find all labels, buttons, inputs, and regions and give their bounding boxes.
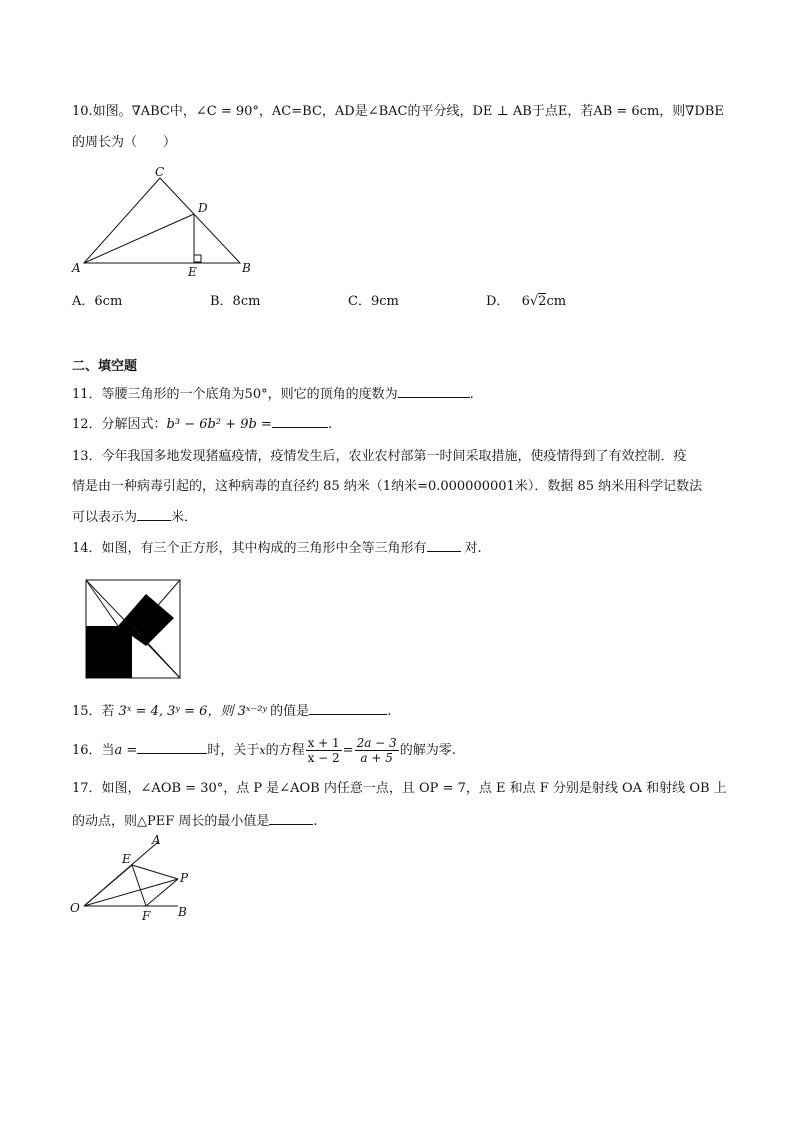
q15-line — [72, 702, 391, 721]
q12-end: . — [327, 417, 332, 432]
q10-label-C: C — [155, 165, 165, 179]
q11-text: 11．等腰三角形的一个底角为50°，则它的顶角的度数为 — [72, 387, 398, 402]
q13-line3 — [72, 508, 197, 527]
q17-label-F: F — [142, 909, 151, 922]
q15-prefix: 15．若 — [72, 704, 115, 719]
q16-fraction-left — [306, 736, 342, 765]
q10-option-d — [486, 290, 566, 309]
q14-answer-blank[interactable] — [427, 539, 461, 552]
q13-line3-suffix: 米． — [171, 510, 198, 525]
q16-var-a: a = — [114, 743, 138, 758]
q16-frac2-num: 2a − 3 — [356, 736, 397, 750]
q10-label-E: E — [188, 265, 197, 279]
q13-answer-blank[interactable] — [137, 508, 171, 521]
q17-angle-figure — [64, 832, 204, 922]
q14-line — [72, 539, 482, 558]
q13-line3-prefix: 可以表示为 — [72, 510, 138, 525]
q14-prefix: 14．如图，有三个正方形，其中构成的三角形中全等三角形有 — [72, 541, 427, 556]
q16-mid: 时，关于 — [207, 743, 260, 758]
sqrt-symbol: √ — [529, 294, 539, 309]
q17-line2-end: . — [313, 814, 318, 829]
q10-option-b: B．8cm — [210, 294, 261, 309]
q16-line — [72, 732, 456, 770]
q13-line2: 情是由一种病毒引起的，这种病毒的直径约 85 纳米（1纳米=0.000000001米）．数据 85 纳米用科学记数法 — [72, 479, 703, 494]
q15-answer-blank[interactable] — [309, 702, 387, 715]
q10-option-d-coef: 6 — [521, 294, 530, 309]
q17-label-P: P — [180, 871, 189, 885]
q10-label-D: D — [198, 201, 208, 215]
q10-option-c: C．9cm — [348, 294, 399, 309]
q17-label-A: A — [152, 833, 161, 847]
q13-line1: 13．今年我国多地发现猪瘟疫情，疫情发生后，农业农村部第一时间采取措施，使疫情得到了有效控制．疫 — [72, 449, 687, 464]
q12-prefix: 12．分解因式： — [72, 417, 167, 432]
q17-label-O: O — [70, 901, 80, 915]
q10-option-d-radicand: 2 — [538, 294, 547, 309]
q10-label-B: B — [242, 261, 251, 275]
q16-answer-blank[interactable] — [137, 741, 207, 754]
q10-option-d-unit: cm — [546, 294, 567, 309]
q16-frac1-num: x + 1 — [307, 736, 340, 750]
q12-answer-blank[interactable] — [272, 415, 328, 428]
q11-answer-blank[interactable] — [398, 385, 470, 398]
q17-answer-blank[interactable] — [269, 812, 313, 825]
q16-mid2: 的方程 — [265, 743, 305, 758]
q17-label-B: B — [178, 905, 187, 919]
q10-option-a: A．6cm — [72, 294, 123, 309]
q15-expression: 3ˣ = 4, 3ʸ = 6，则 3ˣ⁻²ʸ — [118, 704, 268, 719]
section-title: 二、填空题 — [72, 359, 138, 374]
q16-prefix: 16．当 — [72, 743, 115, 758]
q16-equals: = — [342, 743, 354, 758]
q10-option-d-label: D． — [486, 294, 510, 309]
q17-line2 — [72, 812, 318, 831]
q16-frac2-den: a + 5 — [360, 751, 393, 765]
q15-end: . — [387, 704, 392, 719]
q14-suffix: 对. — [464, 541, 482, 556]
q12-expression: b³ − 6b² + 9b = — [166, 417, 272, 432]
q17-line1: 17．如图，∠AOB = 30°，点 P 是∠AOB 内任意一点，且 OP = 7，点 E 和点 F 分别是射线 OA 和射线 OB 上 — [72, 781, 727, 796]
q16-suffix: 的解为零. — [399, 743, 456, 758]
q10-line1: 10.如图。∇ABC中，∠C = 90°，AC=BC，AD是∠BAC的平分线，DE ⊥ AB于点E，若AB = 6cm，则∇DBE — [72, 104, 724, 119]
q11-line — [72, 385, 474, 404]
q16-fraction-right — [355, 736, 399, 765]
q14-squares-figure — [84, 578, 184, 682]
q10-line2: 的周长为（ ） — [72, 135, 177, 150]
q16-frac1-den: x − 2 — [307, 751, 340, 765]
q12-line — [72, 415, 332, 434]
q15-suffix: 的值是 — [270, 704, 310, 719]
q17-line2-prefix: 的动点，则△PEF 周长的最小值是 — [72, 814, 270, 829]
q17-label-E: E — [122, 852, 131, 866]
q10-label-A: A — [72, 261, 81, 275]
q11-end: . — [469, 387, 474, 402]
q10-triangle-figure — [64, 160, 264, 280]
q16-var-x: x — [259, 744, 266, 757]
